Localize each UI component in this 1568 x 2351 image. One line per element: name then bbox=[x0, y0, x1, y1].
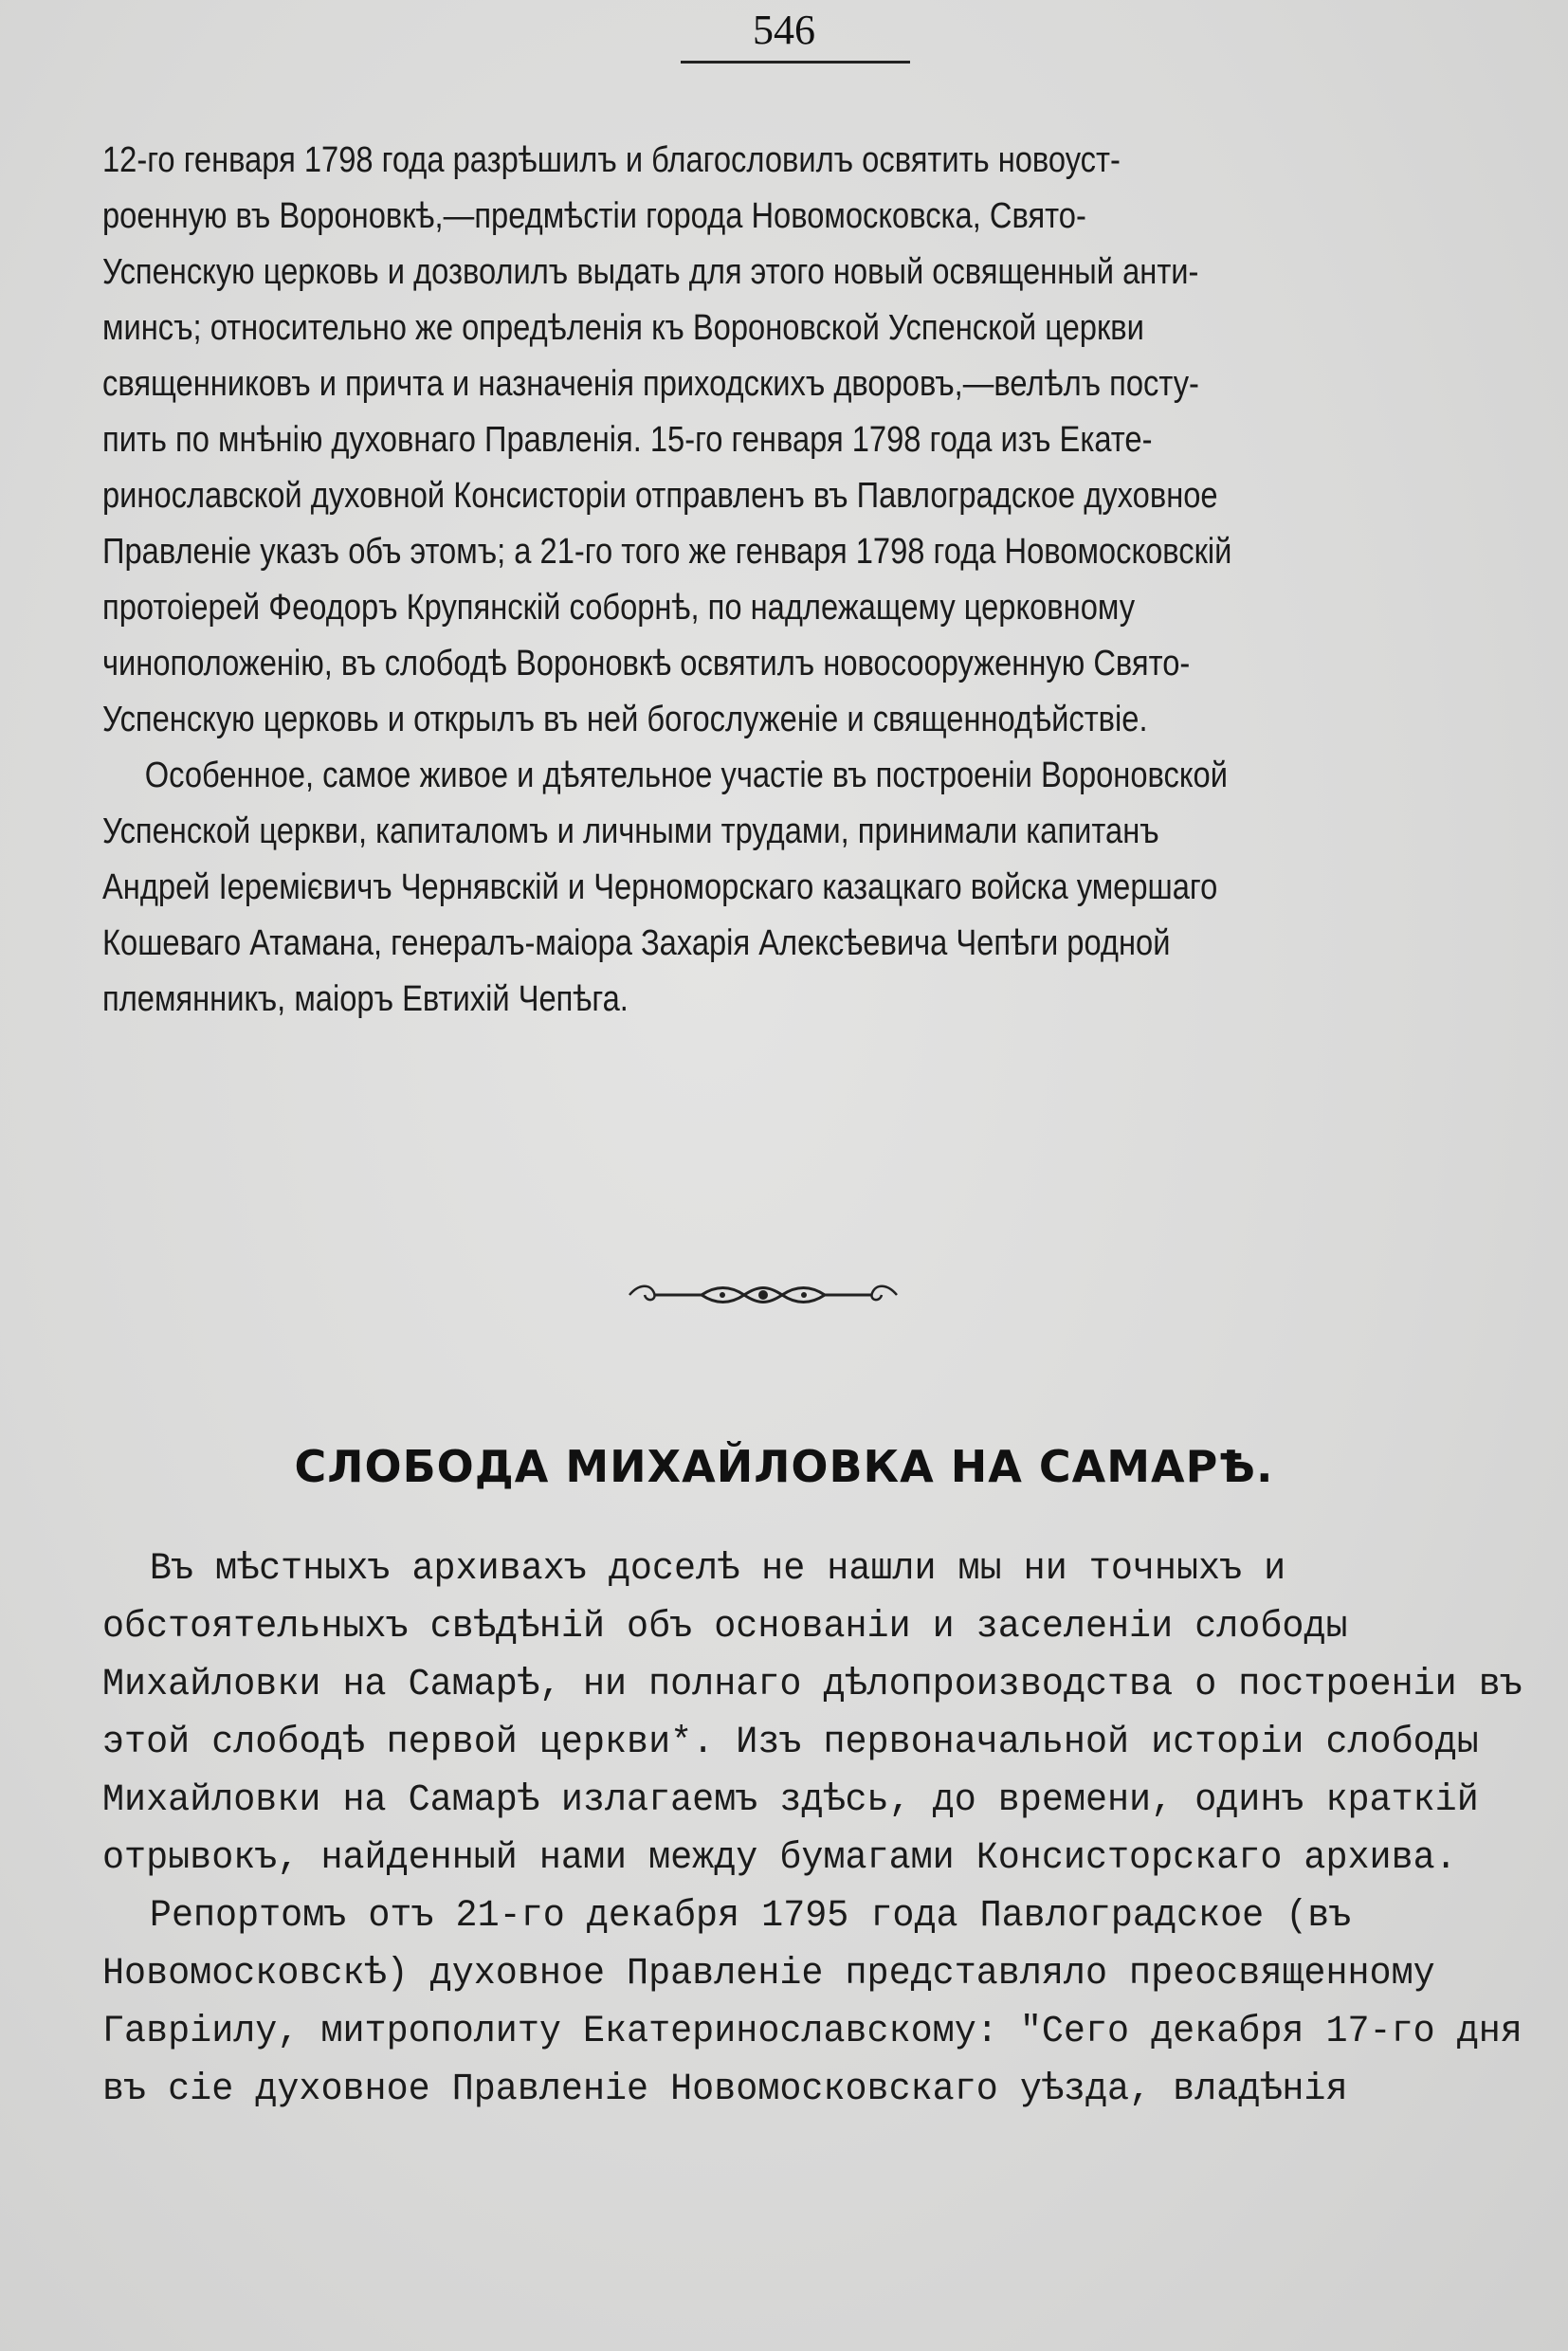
paragraph-line: этой слободѣ первой церкви*. Изъ первоначальной исторіи слободы bbox=[102, 1722, 1479, 1764]
paragraph-4 bbox=[102, 1887, 1522, 2119]
paragraph-line: чиноположенію, въ слободѣ Вороновкѣ освятилъ новосооруженную Свято- bbox=[102, 644, 1191, 683]
paragraph-line: Успенскую церковь и открылъ въ ней богослуженіе и священнодѣйствіе. bbox=[102, 700, 1148, 739]
paragraph-line: Особенное, самое живое и дѣятельное участіе въ построеніи Вороновской bbox=[144, 756, 1228, 795]
paragraph-line: минсъ; относительно же опредѣленія къ Вороновской Успенской церкви bbox=[102, 308, 1144, 348]
paragraph-line: священниковъ и причта и назначенія приходскихъ дворовъ,—велѣлъ посту- bbox=[102, 364, 1199, 404]
section-heading: СЛОБОДА МИХАЙЛОВКА НА САМАРѢ. bbox=[294, 1441, 1274, 1492]
ornamental-divider-icon bbox=[626, 1280, 901, 1308]
paragraph-line: Успенской церкви, капиталомъ и личными трудами, принимали капитанъ bbox=[102, 811, 1159, 851]
paragraph-line: племянникъ, маіоръ Евтихій Чепѣга. bbox=[102, 979, 629, 1019]
paragraph-line: Михайловки на Самарѣ излагаемъ здѣсь, до времени, одинъ краткій bbox=[102, 1779, 1479, 1822]
paragraph-line: отрывокъ, найденный нами между бумагами Консисторскаго архива. bbox=[102, 1837, 1457, 1880]
paragraph-line: 12-го генваря 1798 года разрѣшилъ и благословилъ освятить новоуст- bbox=[102, 140, 1121, 180]
paragraph-2 bbox=[102, 748, 1472, 1028]
paragraph-line: Въ мѣстныхъ архивахъ доселѣ не нашли мы ни точныхъ и bbox=[149, 1548, 1286, 1591]
paragraph-line: Новомосковскѣ) духовное Правленіе представляло преосвященному bbox=[102, 1953, 1435, 1996]
paragraph-line: въ сіе духовное Правленіе Новомосковскаго уѣзда, владѣнія bbox=[102, 2069, 1348, 2111]
paragraph-line: роенную въ Вороновкѣ,—предмѣстіи города Новомосковска, Свято- bbox=[102, 196, 1086, 236]
text-block-upper bbox=[102, 133, 1472, 1028]
paragraph-line: Кошеваго Атамана, генералъ-маіора Захарія Алексѣевича Чепѣги родной bbox=[102, 923, 1171, 963]
paragraph-line: Гавріилу, митрополиту Екатеринославскому: "Сего декабря 17-го дня bbox=[102, 2011, 1522, 2053]
text-block-lower bbox=[102, 1540, 1522, 2119]
paragraph-line: ринославской духовной Консисторіи отправленъ въ Павлоградское духовное bbox=[102, 476, 1218, 516]
page-number-rule bbox=[681, 61, 910, 64]
paragraph-line: Михайловки на Самарѣ, ни полнаго дѣлопроизводства о построеніи въ bbox=[102, 1664, 1522, 1706]
paragraph-line: Андрей Іеремієвичъ Чернявскій и Черноморскаго казацкаго войска умершаго bbox=[102, 867, 1218, 907]
paragraph-line: Репортомъ отъ 21-го декабря 1795 года Павлоградское (въ bbox=[149, 1895, 1352, 1938]
paragraph-3 bbox=[102, 1540, 1522, 1887]
paragraph-line: Успенскую церковь и дозволилъ выдать для этого новый освященный анти- bbox=[102, 252, 1199, 292]
paragraph-line: Правленіе указъ объ этомъ; а 21-го того же генваря 1798 года Новомосковскій bbox=[102, 532, 1232, 572]
page-number: 546 bbox=[753, 7, 815, 53]
paragraph-line: протоіерей Феодоръ Крупянскій соборнѣ, по надлежащему церковному bbox=[102, 588, 1136, 628]
paragraph-line: пить по мнѣнію духовнаго Правленія. 15-го генваря 1798 года изъ Екате- bbox=[102, 420, 1153, 460]
paragraph-line: обстоятельныхъ свѣдѣній объ основаніи и заселеніи слободы bbox=[102, 1606, 1348, 1649]
paragraph-1 bbox=[102, 133, 1472, 748]
